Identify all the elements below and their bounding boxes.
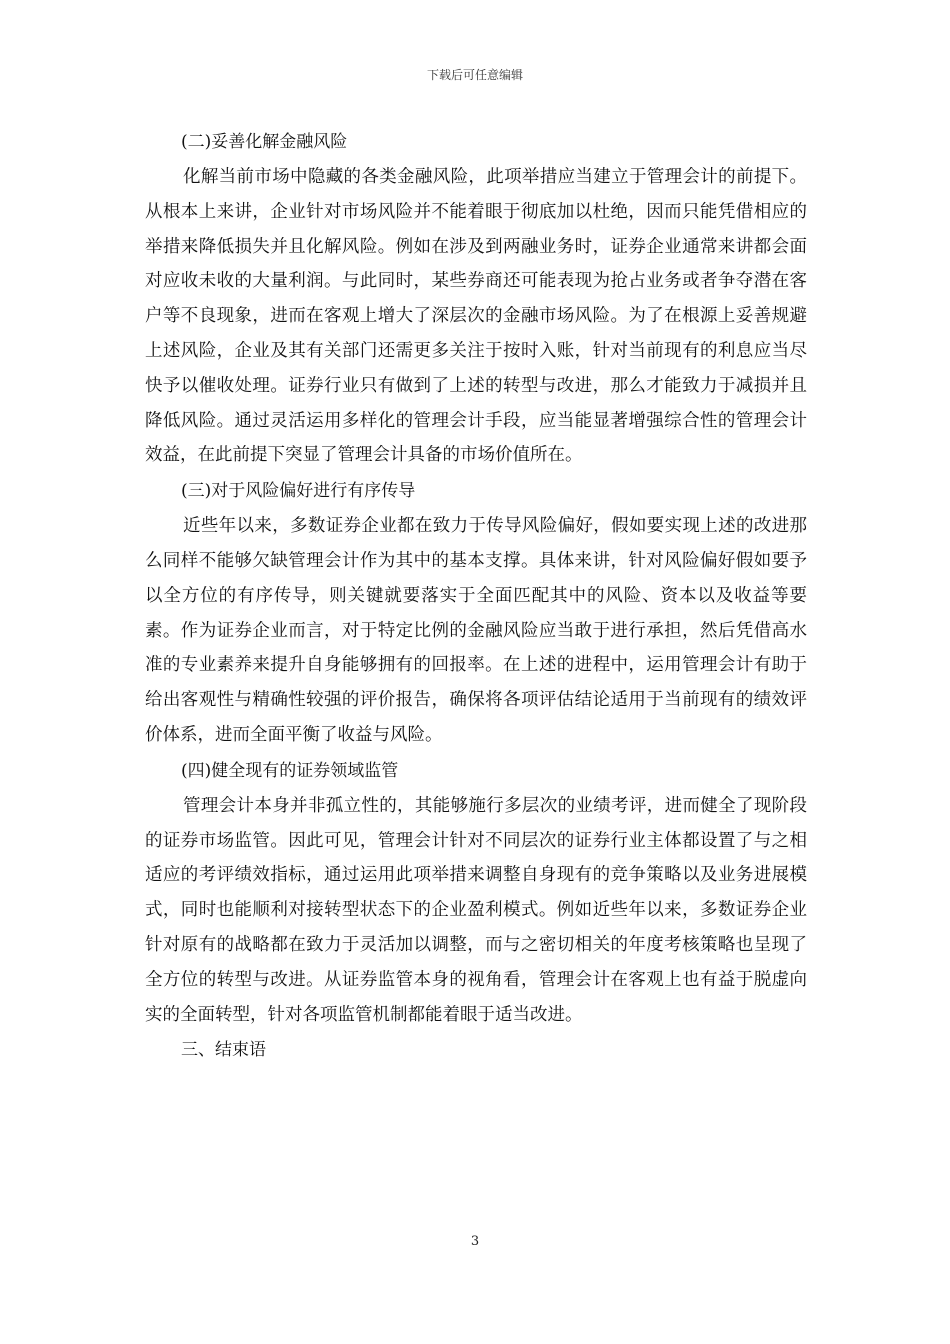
section-heading-2: (二)妥善化解金融风险 <box>181 132 348 152</box>
document-body <box>145 124 807 1068</box>
section-heading-3: (三)对于风险偏好进行有序传导 <box>181 481 416 502</box>
page-header: 下载后可任意编辑 <box>426 68 523 82</box>
section-heading-4: (四)健全现有的证券领域监管 <box>181 760 399 781</box>
section-paragraph-4: 管理会计本身并非孤立性的，其能够施行多层次的业绩考评，进而健全了现阶段的证券市场监管。因此可见，管理会计针对不同层次的证券行业主体都设置了与之相适应的考评绩效指标，通过运用此项举措来调整自身现有的竞争策略以及业务进展模式，同时也能顺利对接转型状态下的企业盈利模式。例如近些年以来，多数证券企业针对原有的战略都在致力于灵活加以调整，而与之密切相关的年度考核策略也呈现了全方位的转型与改进。从证券监管本身的视角看，管理会计在客观上也有益于脱虚向实的全面转型，针对各项监管机制都能着眼于适当改进。 <box>145 795 807 1025</box>
section-paragraph-2: 化解当前市场中隐藏的各类金融风险，此项举措应当建立于管理会计的前提下。从根本上来讲，企业针对市场风险并不能着眼于彻底加以杜绝，因而只能凭借相应的举措来降低损失并且化解风险。例如在涉及到两融业务时，证券企业通常来讲都会面对应收未收的大量利润。与此同时，某些券商还可能表现为抢占业务或者争夺潜在客户等不良现象，进而在客观上增大了深层次的金融市场风险。为了在根源上妥善规避上述风险，企业及其有关部门还需更多关注于按时入账，针对当前现有的利息应当尽快予以催收处理。证券行业只有做到了上述的转型与改进，那么才能致力于减损并且降低风险。通过灵活运用多样化的管理会计手段，应当能显著增强综合性的管理会计效益，在此前提下突显了管理会计具备的市场价值所在。 <box>145 167 807 466</box>
page-number: 3 <box>470 1234 480 1249</box>
section-paragraph-3: 近些年以来，多数证券企业都在致力于传导风险偏好，假如要实现上述的改进那么同样不能够欠缺管理会计作为其中的基本支撑。具体来讲，针对风险偏好假如要予以全方位的有序传导，则关键就要落实于全面匹配其中的风险、资本以及收益等要素。作为证券企业而言，对于特定比例的金融风险应当敢于进行承担，然后凭借高水准的专业素养来提升自身能够拥有的回报率。在上述的进程中，运用管理会计有助于给出客观性与精确性较强的评价报告，确保将各项评估结论适用于当前现有的绩效评价体系，进而全面平衡了收益与风险。 <box>145 516 807 745</box>
conclusion-heading: 三、结束语 <box>181 1040 266 1061</box>
